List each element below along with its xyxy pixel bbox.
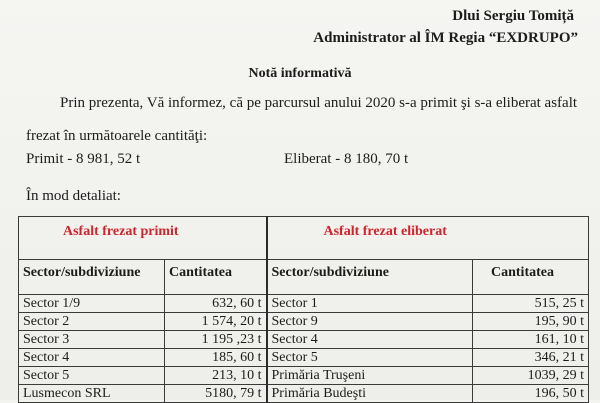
released-quantity-header: Cantitatea [473,260,589,295]
intro-line-2: frezat în următoarele cantităţi: [26,128,208,144]
received-quantity-cell: 632, 60 t [165,295,267,313]
table-column-header [19,260,589,295]
primit-total: Primit - 8 981, 52 t [26,151,141,167]
received-sector-header: Sector/subdiviziune [19,260,165,295]
document-title: Notă informativă [248,66,352,81]
recipient-name: Dlui Sergiu Tomiță [452,8,574,24]
released-sector-cell: Primăria Truşeni [267,367,473,385]
table-row [19,295,589,313]
released-sector-cell: Sector 4 [267,331,473,349]
released-quantity-cell: 161, 10 t [473,331,589,349]
released-sector-header: Sector/subdiviziune [267,260,473,295]
received-sector-cell: Sector 2 [19,313,165,331]
released-sector-cell: Sector 5 [267,349,473,367]
released-quantity-cell: 346, 21 t [473,349,589,367]
released-quantity-cell: 195, 90 t [473,313,589,331]
table-row [19,331,589,349]
received-quantity-cell: 213, 10 t [165,367,267,385]
released-quantity-cell: 515, 25 t [473,295,589,313]
recipient-title: Administrator al ÎM Regia “EXDRUPO” [313,30,578,46]
received-heading: Asfalt frezat primit [19,217,267,260]
released-heading: Asfalt frezat eliberat [267,217,589,260]
eliberat-total: Eliberat - 8 180, 70 t [284,151,409,167]
released-sector-cell: Sector 9 [267,313,473,331]
quantities-table [18,216,589,403]
received-sector-cell: Sector 3 [19,331,165,349]
received-sector-cell: Sector 1/9 [19,295,165,313]
received-quantity-cell: 1 574, 20 t [165,313,267,331]
released-sector-cell: Primăria Budeşti [267,385,473,403]
received-sector-cell: Sector 5 [19,367,165,385]
received-sector-cell: Sector 4 [19,349,165,367]
released-quantity-cell: 196, 50 t [473,385,589,403]
released-quantity-cell: 1039, 29 t [473,367,589,385]
released-sector-cell: Sector 1 [267,295,473,313]
detail-label: În mod detaliat: [26,188,121,204]
table-row [19,367,589,385]
received-quantity-cell: 1 195 ,23 t [165,331,267,349]
received-sector-cell: Lusmecon SRL [19,385,165,403]
received-quantity-cell: 5180, 79 t [165,385,267,403]
received-quantity-header: Cantitatea [165,260,267,295]
table-section-header [19,217,589,260]
intro-line-1: Prin prezenta, Vă informez, că pe parcursul anului 2020 s-a primit şi s-a eliberat asfalt [60,95,578,111]
received-quantity-cell: 185, 60 t [165,349,267,367]
table-row [19,313,589,331]
table-row [19,349,589,367]
